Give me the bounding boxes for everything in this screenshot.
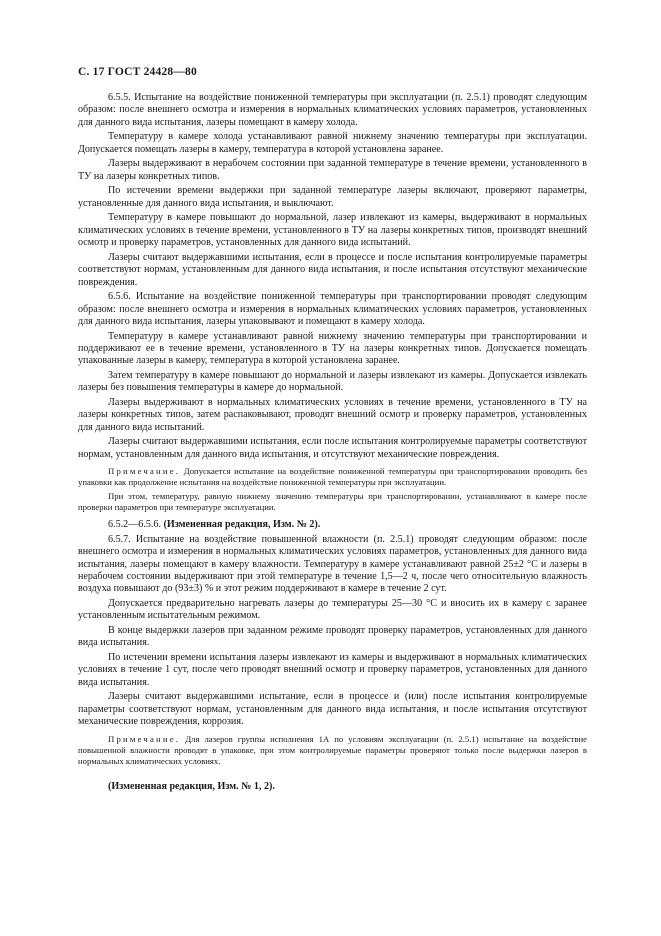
page-header: С. 17 ГОСТ 24428—80 [78,66,197,78]
paragraph: Температуру в камере холода устанавливают равной нижнему значению температуры при эксплуатации. Допускается помещать лазеры в камеру, температура в которой установлена заранее. [78,131,587,155]
amendment-line [78,519,587,531]
note-continuation: При этом, температуру, равную нижнему значению температуры при транспортировании, устанавливают в камере после проверки параметров при температуре эксплуатации. [78,491,587,513]
note [78,466,587,488]
paragraph: Лазеры считают выдержавшими испытания, если после испытания контролируемые параметры соответствуют нормам, установленным для данного вида испытания, и отсутствуют механические повреждения. [78,436,587,460]
note-text: Допускается испытание на воздействие пониженной температуры при транспортировании проводить без упаковки как продолжение испытания на воздействие пониженной температуры при эксплуатации. [78,466,587,488]
paragraph: По истечении времени выдержки при заданной температуре лазеры включают, проверяют параметры, установленные для данного вида испытания, и выключают. [78,185,587,209]
paragraph: 6.5.7. Испытание на воздействие повышенной влажности (п. 2.5.1) проводят следующим образом: после внешнего осмотра и измерения в нормальных климатических условиях параметров, установленных для данного вида испытания, лазеры помещают в камеру влажности. Температуру в камере устанавливают равной 25±2 °С и лазеры в нерабочем состоянии выдерживают при этой температуре в течение 1,5—2 ч, после чего относительную влажность воздуха повышают до (93±3) % и этот режим поддерживают в камере в течение 2 сут. [78,533,587,595]
note-lead: Примечание. [108,733,181,744]
paragraph: Затем температуру в камере повышают до нормальной и лазеры извлекают из камеры. Допускается извлекать лазеры без повышения температуры в камере до нормальной. [78,370,587,394]
note [78,734,587,767]
paragraph: Лазеры выдерживают в нормальных климатических условиях в течение времени, установленного в ТУ на лазеры конкретных типов, затем распаковывают, проводят внешний осмотр и проверку параметров, установленных для данного вида испытаний. [78,397,587,433]
paragraph: Лазеры считают выдержавшими испытания, если в процессе и после испытания контролируемые параметры соответствуют нормам, установленным для данного вида испытания, и после испытания отсутствуют механические повреждения. [78,251,587,288]
paragraph: По истечении времени испытания лазеры извлекают из камеры и выдерживают в нормальных климатических условиях в течение 1 сут, после чего проводят внешний осмотр и проверку параметров, установленных для данного вида испытания. [78,652,587,688]
amendment-bold: (Измененная редакция, Изм. № 2). [163,519,321,531]
note-lead: Примечание. [108,466,181,477]
document-page [78,66,587,792]
paragraph: Температуру в камере устанавливают равной нижнему значению температуры при транспортировании и поддерживают ее в течение времени, установленного в ТУ на лазеры конкретных типов. Допускается помещать упакованные лазеры в камеру, температура в которой установлена заранее. [78,330,587,367]
paragraph: В конце выдержки лазеров при заданном режиме проводят проверку параметров, установленных для данного вида испытания. [78,625,587,649]
amendment-prefix: 6.5.2—6.5.6. [108,519,164,531]
paragraph: Лазеры считают выдержавшими испытание, если в процессе и (или) после испытания контролируемые параметры соответствуют нормам, установленным для данного вида испытания, и после испытания отсутствуют механические повреждения, коррозия. [78,691,587,728]
paragraph: 6.5.6. Испытание на воздействие пониженной температуры при транспортировании проводят следующим образом: после внешнего осмотра и измерения в нормальных климатических условиях параметров, установленных для данного вида испытания, лазеры упаковывают и помещают в камеру холода. [78,291,587,328]
note-text: Для лазеров группы исполнения 1А по условиям эксплуатации (п. 2.5.1) испытание на воздействие повышенной влажности проводят в упаковке, при этом контролируемые параметры проверяют только после выдержки лазеров в нормальных климатических условиях. [78,733,587,766]
paragraph: Допускается предварительно нагревать лазеры до температуры 25—30 °С и вносить их в камеру с заранее установленным испытательным режимом. [78,598,587,622]
amendment-final: (Измененная редакция, Изм. № 1, 2). [108,780,275,792]
paragraph: Лазеры выдерживают в нерабочем состоянии при заданной температуре в течение времени, установленного в ТУ на лазеры конкретных типов. [78,158,587,182]
paragraph: 6.5.5. Испытание на воздействие пониженной температуры при эксплуатации (п. 2.5.1) проводят следующим образом: после внешнего осмотра и измерения в нормальных климатических условиях параметров, установленных для данного вида испытания, лазеры помещают в камеру холода. [78,92,587,128]
paragraph: Температуру в камере повышают до нормальной, лазер извлекают из камеры, выдерживают в нормальных климатических условиях в течение времени, установленного в ТУ на лазеры конкретных типов, производят внешний осмотр и проверку параметров, установленных для данного вида испытаний. [78,212,587,249]
